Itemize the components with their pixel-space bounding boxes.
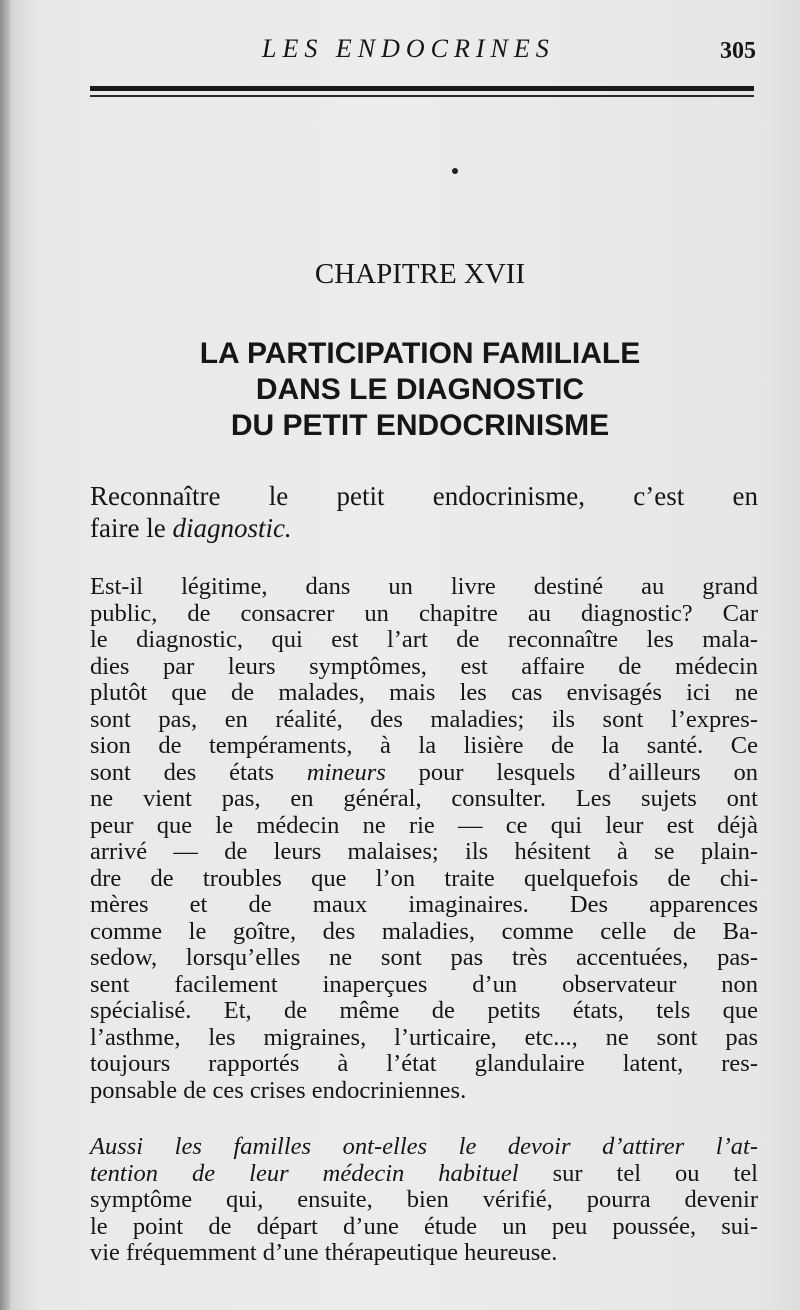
italic-fragment: mineurs (306, 758, 386, 786)
chapter-title-line: DANS LE DIAGNOSTIC (255, 373, 585, 406)
chapter-title (0, 336, 800, 444)
text-line (90, 512, 758, 544)
text-line: Est-il légitime, dans un livre destiné au grand (90, 573, 758, 600)
text-line: sedow, lorsqu’elles ne sont pas très accentuées, pas- (90, 944, 758, 971)
text-line: plutôt que de malades, mais les cas envisagés ici ne (90, 679, 758, 706)
closing-paragraph (90, 1134, 758, 1267)
text-line: ne vient pas, en général, consulter. Les sujets ont (90, 785, 758, 812)
text-line: le point de départ d’une étude un peu poussée, sui- (90, 1212, 758, 1240)
text-line: toujours rapportés à l’état glandulaire latent, res- (90, 1050, 758, 1077)
ornament-dot (452, 168, 458, 174)
lede-italic: diagnostic. (172, 513, 292, 543)
header-rule-thick (90, 86, 754, 91)
book-spine-shadow (0, 0, 10, 1310)
chapter-title-line: DU PETIT ENDOCRINISME (230, 409, 610, 442)
text-line: dre de troubles que l’on traite quelquefois de chi- (90, 864, 758, 892)
text-line: l’asthme, les migraines, l’urticaire, etc..., ne sont pas (90, 1023, 758, 1051)
text-line: arrivé — de leurs malaises; ils hésitent à se plain- (90, 838, 758, 865)
text-line: Reconnaître le petit endocrinisme, c’est en (90, 481, 758, 511)
page-number: 305 (720, 38, 756, 64)
text-line: dies par leurs symptômes, est affaire de médecin (90, 652, 758, 680)
header-rule-thin (90, 95, 754, 97)
text-fragment: pour lesquels d’ailleurs on (385, 758, 758, 786)
text-line: vie fréquemment d’une thérapeutique heureuse. (90, 1239, 558, 1266)
text-line: public, de consacrer un chapitre au diagnostic? Car (90, 599, 758, 627)
text-line: comme le goître, des maladies, comme celle de Ba- (90, 917, 758, 945)
chapter-title-line: LA PARTICIPATION FAMILIALE (199, 337, 641, 370)
text-line: sion de tempéraments, à la lisière de la santé. Ce (90, 732, 758, 759)
text-line: mères et de maux imaginaires. Des apparences (90, 891, 758, 918)
text-line: le diagnostic, qui est l’art de reconnaître les mala- (90, 626, 758, 653)
body-paragraph (90, 574, 758, 1104)
chapter-label: CHAPITRE XVII (314, 258, 526, 290)
text-line (90, 760, 758, 787)
running-head: LES ENDOCRINES (262, 34, 555, 63)
italic-fragment: tention de leur médecin habituel (90, 1159, 519, 1187)
text-line: sent facilement inaperçues d’un observateur non (90, 970, 758, 998)
text-line (90, 1161, 758, 1188)
text-fragment: sur tel ou tel (518, 1159, 758, 1187)
text-line: ponsable de ces crises endocriniennes. (90, 1076, 467, 1104)
lede-paragraph (90, 480, 758, 544)
text-line: symptôme qui, ensuite, bien vérifié, pourra devenir (90, 1186, 758, 1213)
text-line: peur que le médecin ne rie — ce qui leur est déjà (90, 811, 758, 839)
text-line: sont pas, en réalité, des maladies; ils sont l’expres- (90, 705, 758, 733)
text-line: Aussi les familles ont-elles le devoir d’attirer l’at- (90, 1133, 758, 1160)
text-fragment: sont des états (90, 758, 307, 786)
lede-prefix: faire le (90, 513, 173, 543)
text-line: spécialisé. Et, de même de petits états, tels que (90, 997, 758, 1024)
